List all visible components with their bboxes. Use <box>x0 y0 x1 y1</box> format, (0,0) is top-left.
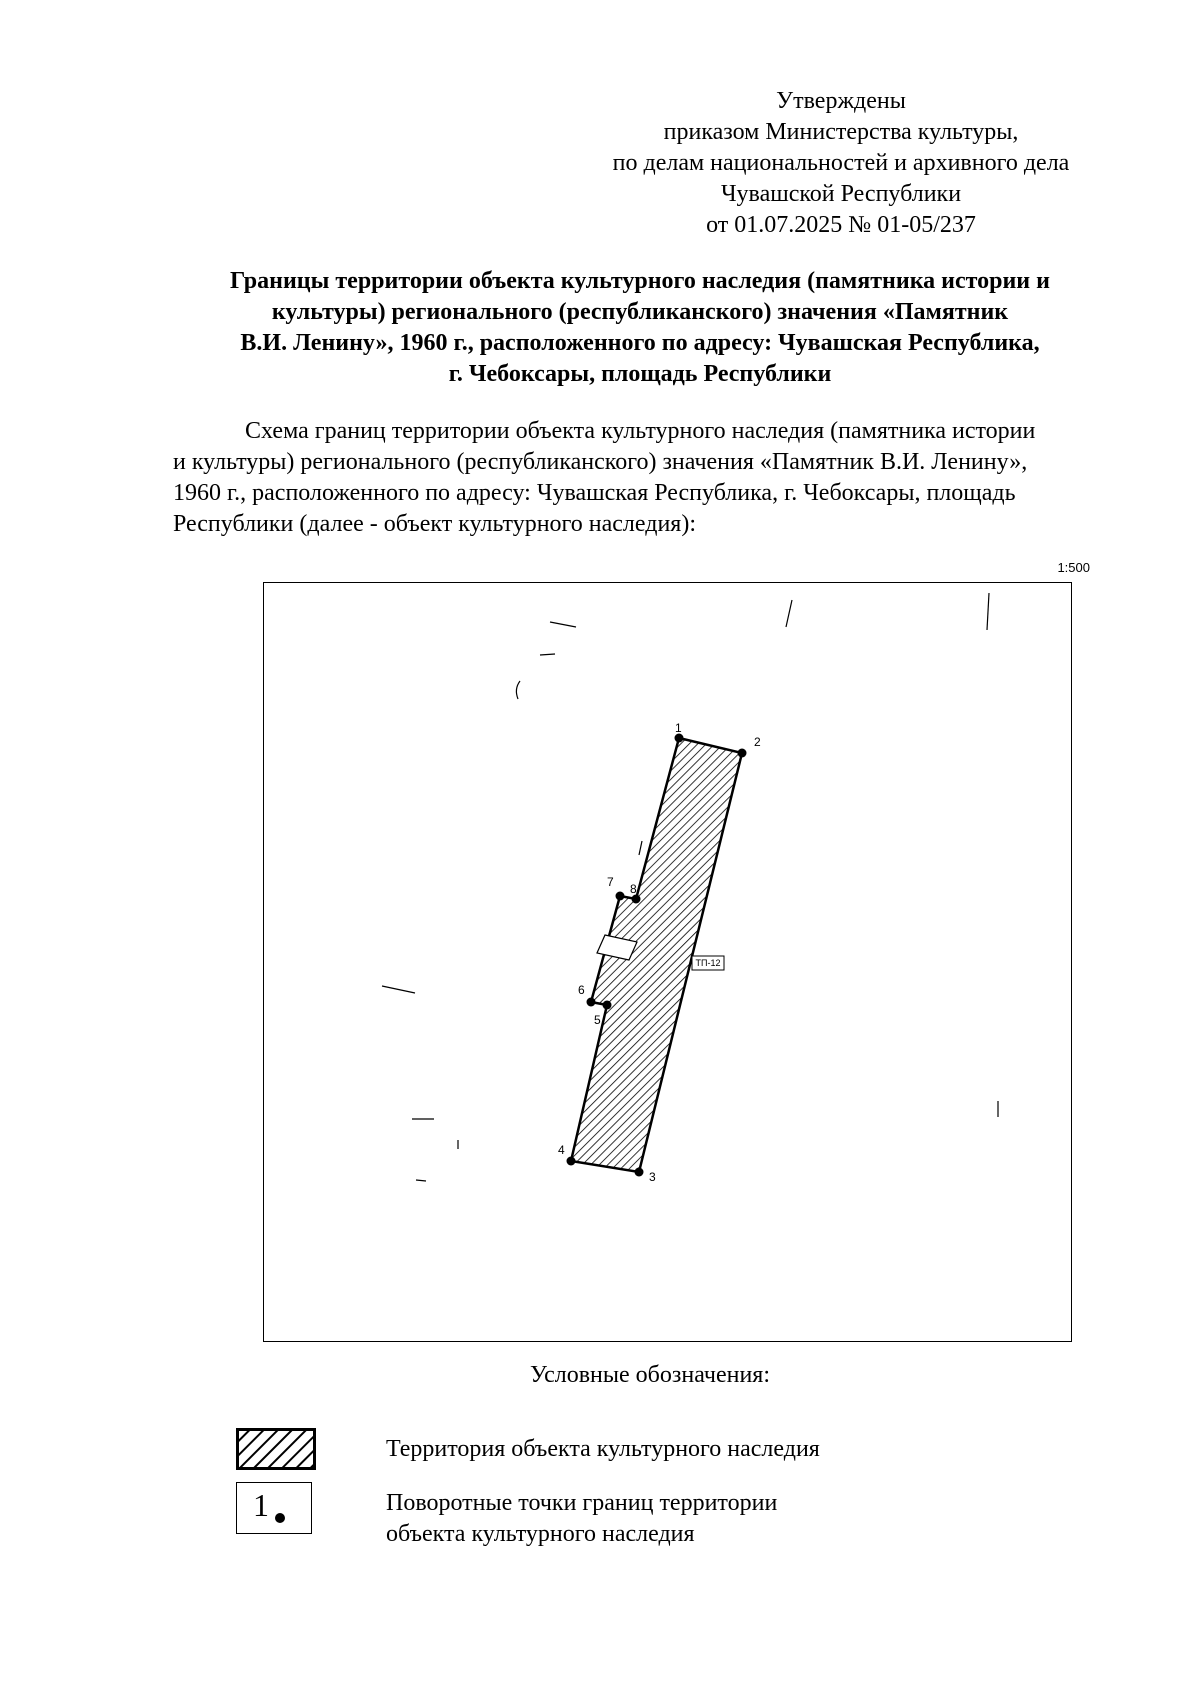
boundary-point-label-1: 1 <box>675 721 682 735</box>
legend-points-label <box>386 1488 777 1550</box>
hatch-swatch <box>236 1428 316 1470</box>
approval-line: от 01.07.2025 № 01-05/237 <box>706 212 976 238</box>
title-line: Границы территории объекта культурного наследия (памятника истории и <box>230 268 1050 294</box>
legend-points-line: объекта культурного наследия <box>386 1521 695 1547</box>
boundary-point-2 <box>738 749 747 758</box>
boundary-point-7 <box>616 892 625 901</box>
approval-line: по делам национальностей и архивного дела <box>612 150 1070 176</box>
boundary-point-label-2: 2 <box>754 735 761 749</box>
point-dot-icon <box>275 1513 285 1523</box>
title-line: В.И. Ленину», 1960 г., расположенного по адресу: Чувашская Республика, <box>240 330 1040 356</box>
intro-line: 1960 г., расположенного по адресу: Чувашская Республика, г. Чебоксары, площадь <box>173 480 1016 506</box>
title-line: г. Чебоксары, площадь Республики <box>448 361 832 387</box>
boundary-point-label-7: 7 <box>607 875 614 889</box>
boundary-point-4 <box>567 1157 576 1166</box>
point-swatch <box>236 1482 312 1534</box>
intro-line: Республики (далее - объект культурного наследия): <box>173 511 696 537</box>
map-canvas <box>264 583 1070 1340</box>
point-swatch-number: 1 <box>253 1487 269 1523</box>
legend-points-line: Поворотные точки границ территории <box>386 1490 778 1516</box>
approval-line: Утверждены <box>776 88 906 114</box>
approval-stamp <box>560 86 1122 241</box>
approval-line: Чувашской Республики <box>720 181 962 207</box>
intro-line: Схема границ территории объекта культурного наследия (памятника истории <box>245 418 1036 444</box>
title-line: культуры) регионального (республиканского) значения «Памятник <box>271 299 1009 325</box>
map-scale: 1:500 <box>1057 560 1090 575</box>
building-label <box>692 956 724 970</box>
boundary-point-6 <box>587 998 596 1007</box>
intro-paragraph <box>173 416 1123 540</box>
boundary-map <box>263 582 1072 1342</box>
legend-title: Условные обозначения: <box>529 1362 771 1388</box>
boundary-point-label-6: 6 <box>578 983 585 997</box>
boundary-point-label-3: 3 <box>649 1170 656 1184</box>
building-label-text: ТП-12 <box>695 958 721 968</box>
heritage-territory <box>571 738 742 1172</box>
boundary-point-3 <box>635 1168 644 1177</box>
boundary-point-label-4: 4 <box>558 1143 565 1157</box>
legend-territory-label: Территория объекта культурного наследия <box>386 1436 820 1462</box>
boundary-point-label-8: 8 <box>630 882 637 896</box>
intro-line: и культуры) регионального (республиканского) значения «Памятник В.И. Ленину», <box>173 449 1028 475</box>
boundary-point-label-5: 5 <box>594 1013 601 1027</box>
boundary-point-5 <box>603 1001 612 1010</box>
approval-line: приказом Министерства культуры, <box>663 119 1019 145</box>
document-title <box>160 266 1120 390</box>
